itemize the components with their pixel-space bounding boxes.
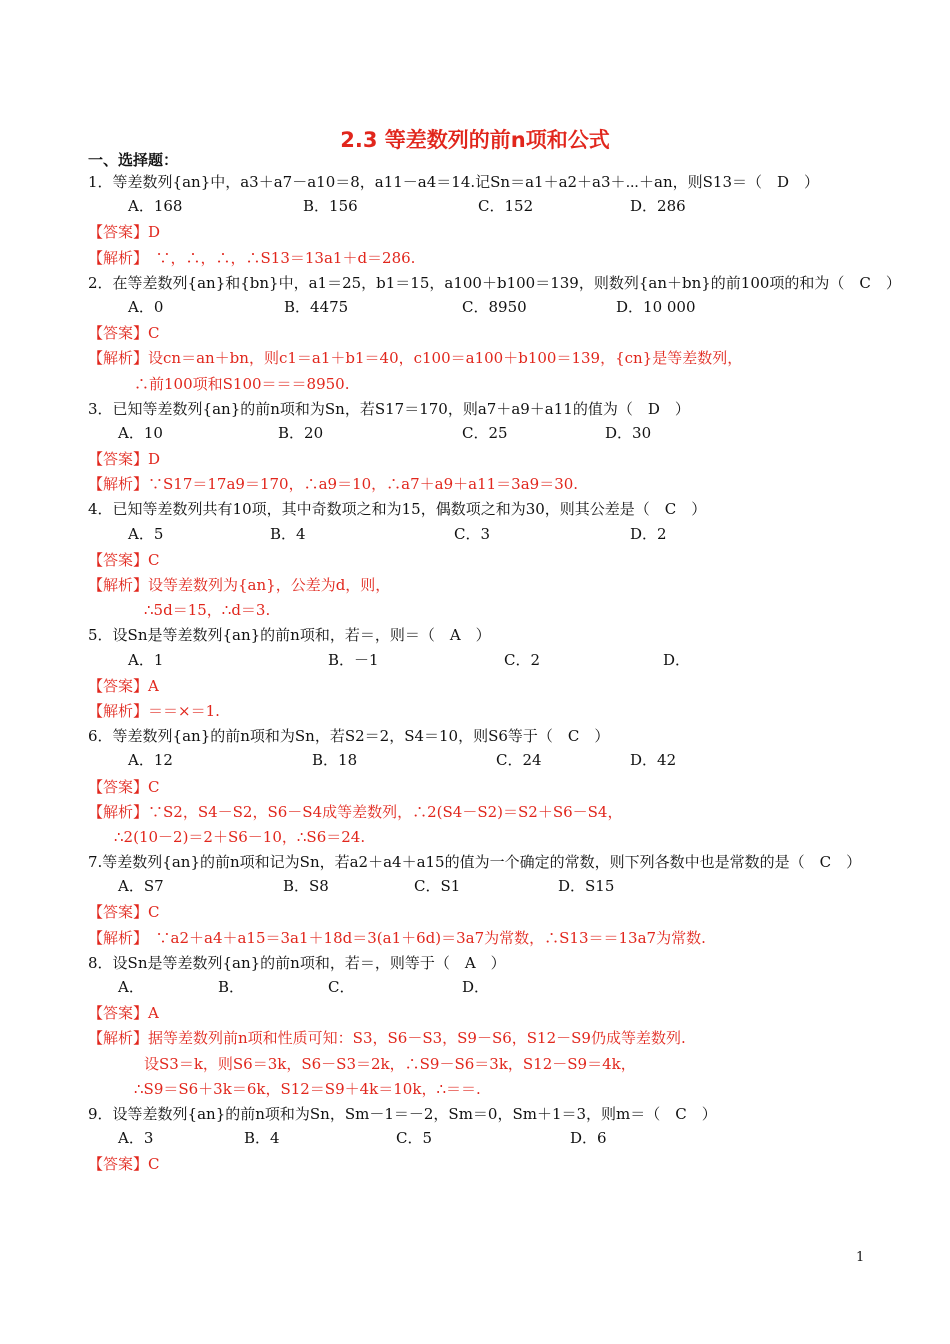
option-d: D．30 — [605, 423, 652, 442]
option-b: B．S8 — [283, 877, 329, 896]
analysis-6: 【解析】∵S2，S4－S2，S6－S4成等差数列，∴2(S4－S2)＝S2＋S6－S4， — [88, 802, 623, 821]
answer-1: 【答案】D — [88, 223, 161, 242]
option-d: D．2 — [630, 524, 667, 543]
option-c: C．2 — [504, 650, 541, 669]
analysis-1: 【解析】 ∵，∴，∴，∴S13＝13a1＋d＝286. — [88, 248, 416, 267]
option-c: C． — [328, 978, 355, 997]
option-b: B．4 — [270, 524, 306, 543]
option-a: A．3 — [118, 1129, 154, 1148]
options-1 — [88, 195, 868, 220]
analysis-7: 【解析】 ∵a2＋a4＋a15＝3a1＋18d＝3(a1＋6d)＝3a7为常数，∴S13＝＝13a7为常数. — [88, 928, 706, 947]
option-a: A．1 — [128, 650, 164, 669]
analysis-3: 【解析】∵S17＝17a9＝170，∴a9＝10，∴a7＋a9＋a11＝3a9＝30. — [88, 475, 579, 494]
answer-8: 【答案】A — [88, 1004, 159, 1023]
answer-2: 【答案】C — [88, 324, 160, 343]
option-c: C．24 — [496, 751, 542, 770]
option-c: C．25 — [462, 423, 508, 442]
options-5 — [88, 649, 868, 674]
option-a: A．S7 — [118, 877, 164, 896]
question-list — [88, 170, 901, 1178]
option-b: B．156 — [303, 197, 358, 216]
question-6: 6．等差数列{an}的前n项和为Sn，若S2＝2，S4＝10，则S6等于（ C ） — [88, 727, 610, 746]
option-c: C．3 — [454, 524, 491, 543]
question-4: 4．已知等差数列共有10项，其中奇数项之和为15，偶数项之和为30，则其公差是（ C ） — [88, 500, 707, 519]
options-4 — [88, 523, 868, 548]
options-2 — [88, 296, 868, 321]
option-a: A． — [118, 978, 144, 997]
option-b: B．20 — [278, 423, 324, 442]
option-d: D．42 — [630, 751, 677, 770]
option-d: D． — [462, 978, 490, 997]
option-d: D．6 — [570, 1129, 607, 1148]
analysis-2-line-2: ∴前100项和S100＝＝＝8950. — [134, 374, 350, 393]
analysis-4: 【解析】设等差数列为{an}，公差为d，则， — [88, 576, 391, 594]
page-number: 1 — [856, 1250, 865, 1265]
question-7: 7.等差数列{an}的前n项和记为Sn，若a2＋a4＋a15的值为一个确定的常数，则下列各数中也是常数的是（ C ） — [88, 853, 862, 872]
analysis-2: 【解析】设cn＝an＋bn，则c1＝a1＋b1＝40，c100＝a100＋b100＝139，{cn}是等差数列， — [88, 349, 743, 368]
analysis-8-line-2: 设S3＝k，则S6＝3k，S6－S3＝2k，∴S9－S6＝3k，S12－S9＝4k， — [144, 1054, 636, 1073]
question-3: 3．已知等差数列{an}的前n项和为Sn，若S17＝170，则a7＋a9＋a11的值为（ D ） — [88, 399, 690, 418]
option-c: C．8950 — [462, 297, 527, 316]
analysis-6-line-2: ∴2(10－2)＝2＋S6－10，∴S6＝24. — [114, 827, 366, 846]
analysis-4-line-2: ∴5d＝15，∴d＝3. — [144, 601, 271, 620]
options-9 — [88, 1127, 868, 1152]
option-b: B． — [218, 978, 245, 997]
option-a: A．5 — [128, 524, 164, 543]
option-d: D．10 000 — [616, 297, 696, 316]
option-a: A．168 — [128, 197, 183, 216]
answer-3: 【答案】D — [88, 450, 161, 469]
option-b: B．－1 — [328, 650, 379, 669]
options-7 — [88, 875, 868, 900]
section-heading: 一、选择题： — [88, 151, 179, 169]
analysis-8-line-3: ∴S9＝S6＋3k＝6k，S12＝S9＋4k＝10k，∴＝＝. — [134, 1079, 481, 1098]
options-6 — [88, 749, 868, 774]
option-d: D．S15 — [558, 877, 615, 896]
question-2: 2．在等差数列{an}和{bn}中，a1＝25，b1＝15，a100＋b100＝139，则数列{an＋bn}的前100项的和为（ C ） — [88, 273, 901, 292]
option-a: A．10 — [118, 423, 163, 442]
option-c: C．152 — [478, 197, 534, 216]
option-b: B．4475 — [284, 297, 349, 316]
option-d: D． — [663, 650, 691, 669]
option-c: C．5 — [396, 1129, 433, 1148]
option-c: C．S1 — [414, 877, 461, 896]
page-title: 2.3 等差数列的前n项和公式 — [340, 128, 610, 152]
question-1: 1．等差数列{an}中，a3＋a7－a10＝8，a11－a4＝14.记Sn＝a1＋a2＋a3＋⋯＋an，则S13＝（ D ） — [88, 173, 820, 191]
option-b: B．4 — [244, 1129, 280, 1148]
analysis-5: 【解析】＝＝×＝1. — [88, 701, 220, 720]
option-a: A．12 — [128, 751, 173, 770]
analysis-8: 【解析】据等差数列前n项和性质可知：S3，S6－S3，S9－S6，S12－S9仍成等差数列. — [88, 1029, 686, 1048]
answer-4: 【答案】C — [88, 550, 160, 569]
question-5: 5．设Sn是等差数列{an}的前n项和，若＝，则＝（ A ） — [88, 626, 491, 645]
options-3 — [88, 422, 868, 447]
question-9: 9．设等差数列{an}的前n项和为Sn，Sm－1＝－2，Sm＝0，Sm＋1＝3，则m＝（ C ） — [88, 1104, 717, 1123]
option-d: D．286 — [630, 197, 686, 216]
options-8 — [88, 976, 868, 1001]
option-b: B．18 — [312, 751, 358, 770]
option-a: A．0 — [128, 297, 164, 316]
answer-7: 【答案】C — [88, 903, 160, 922]
answer-6: 【答案】C — [88, 777, 160, 796]
question-8: 8．设Sn是等差数列{an}的前n项和，若＝，则等于（ A ） — [88, 953, 506, 972]
answer-5: 【答案】A — [88, 676, 159, 695]
answer-9: 【答案】C — [88, 1155, 160, 1174]
